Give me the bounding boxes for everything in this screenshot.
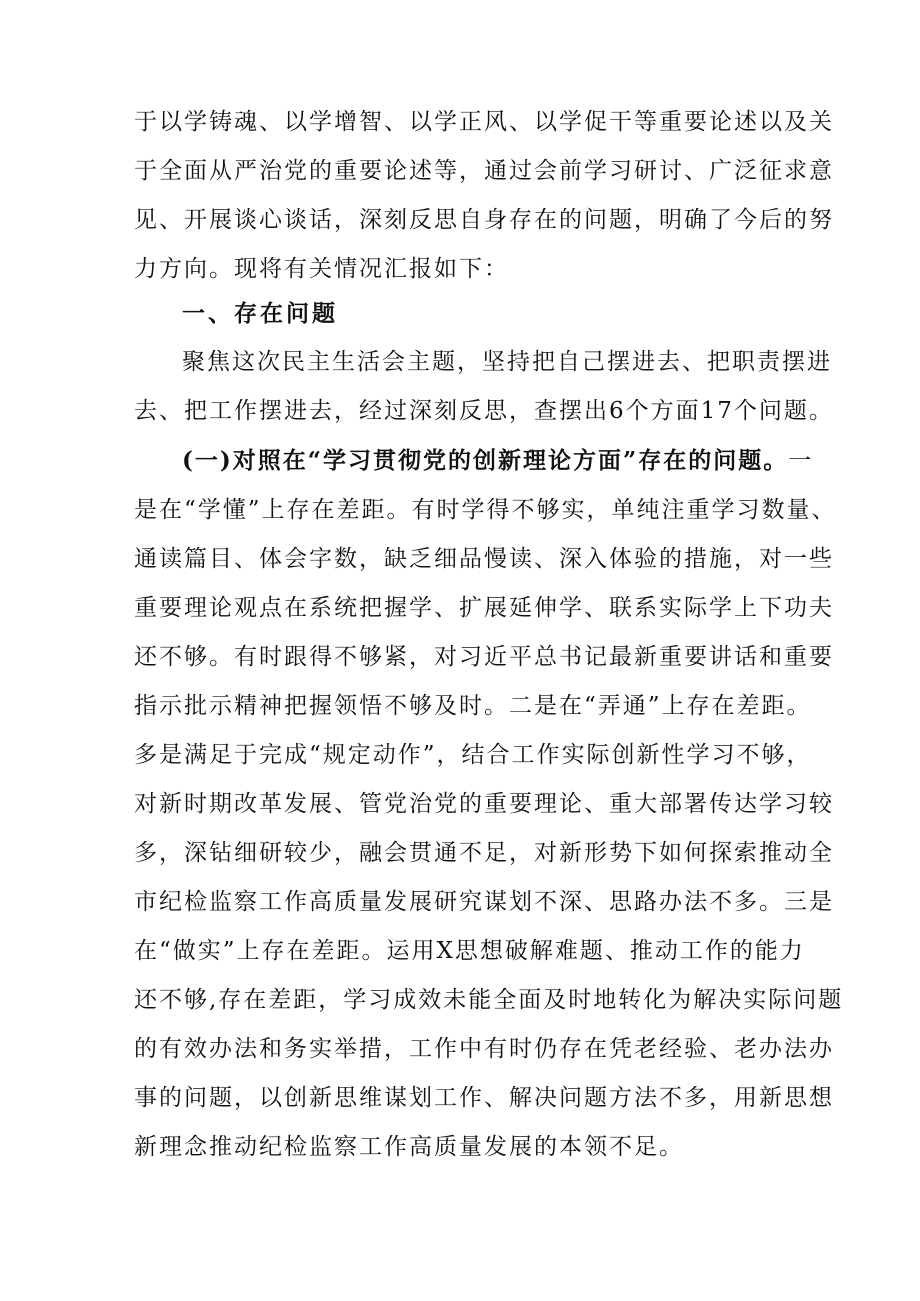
body-line: 去、把工作摆进去，经过深刻反思，查摆出6个方面17个问题。: [134, 398, 834, 424]
body-line: 重要理论观点在系统把握学、扩展延伸学、联系实际学上下功夫: [134, 595, 834, 621]
subsection-line: [182, 445, 842, 477]
section-heading: 一、存在问题: [182, 300, 338, 327]
body-line: 还不够,存在差距，学习成效未能全面及时地转化为解决实际问题: [134, 987, 844, 1013]
body-line: 是在“学懂”上存在差距。有时学得不够实，单纯注重学习数量、: [134, 497, 837, 523]
body-line: 多是满足于完成“规定动作”，结合工作实际创新性学习不够，: [134, 742, 812, 768]
subsection-tail: 一: [788, 448, 814, 474]
body-line: 对新时期改革发展、管党治党的重要理论、重大部署传达学习较: [134, 791, 834, 817]
body-line: 市纪检监察工作高质量发展研究谋划不深、思路办法不多。三是: [134, 889, 834, 915]
body-line: 聚焦这次民主生活会主题，坚持把自己摆进去、把职责摆进: [182, 349, 832, 375]
body-line: 于以学铸魂、以学增智、以学正风、以学促干等重要论述以及关: [134, 109, 834, 135]
body-line: 于全面从严治党的重要论述等，通过会前学习研讨、广泛征求意: [134, 158, 834, 184]
body-line: 见、开展谈心谈话，深刻反思自身存在的问题，明确了今后的努: [134, 207, 834, 233]
body-line: 新理念推动纪检监察工作高质量发展的本领不足。: [134, 1134, 684, 1160]
body-line: 多，深钻细研较少，融会贯通不足，对新形势下如何探索推动全: [134, 840, 834, 866]
body-line: 力方向。现将有关情况汇报如下：: [134, 256, 509, 282]
body-line: 在“做实”上存在差距。运用X思想破解难题、推动工作的能力: [134, 938, 805, 964]
body-line: 指示批示精神把握领悟不够及时。二是在“弄通”上存在差距。: [134, 693, 812, 719]
subsection-heading: (一)对照在“学习贯彻党的创新理论方面”存在的问题。: [182, 447, 789, 474]
body-line: 的有效办法和务实举措，工作中有时仍存在凭老经验、老办法办: [134, 1036, 834, 1062]
body-line: 通读篇目、体会字数，缺乏细品慢读、深入体验的措施，对一些: [134, 546, 834, 572]
body-line: 还不够。有时跟得不够紧，对习近平总书记最新重要讲话和重要: [134, 644, 834, 670]
body-line: 事的问题，以创新思维谋划工作、解决问题方法不多，用新思想: [134, 1085, 834, 1111]
